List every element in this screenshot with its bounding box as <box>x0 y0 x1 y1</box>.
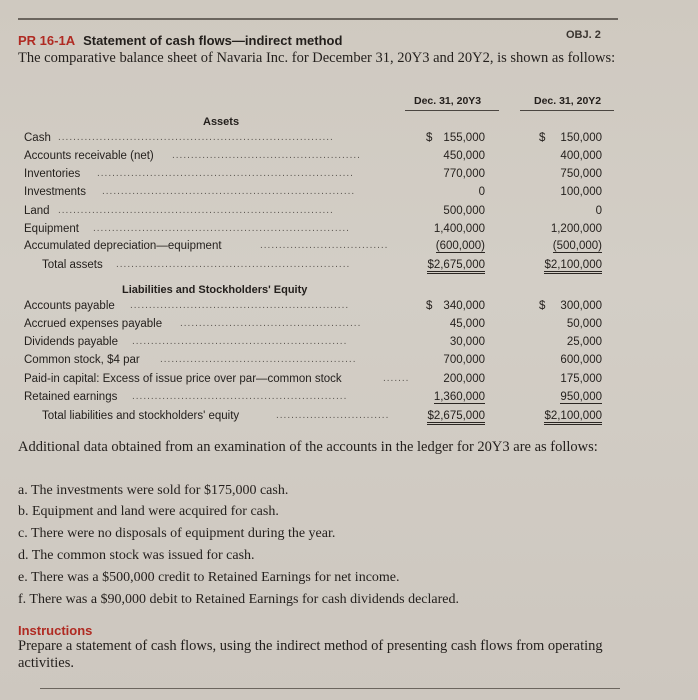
value-20y2: 175,000 <box>560 373 602 385</box>
column-header-rule <box>520 110 614 111</box>
value-20y3: (600,000) <box>435 240 485 252</box>
additional-item: e. There was a $500,000 credit to Retained Earnings for net income. <box>18 570 400 585</box>
objective-tag: OBJ. 2 <box>566 29 601 41</box>
row-label: Total liabilities and stockholders' equity <box>42 410 240 422</box>
instructions-text: Prepare a statement of cash flows, using the indirect method of presenting cash flows from operating activities. <box>18 638 603 671</box>
assets-heading: Assets <box>203 116 240 128</box>
balance-row: Inventories .................................................................... 770,000 750,000 <box>24 168 602 180</box>
additional-item: d. The common stock was issued for cash. <box>18 548 255 563</box>
additional-item: a. The investments were sold for $175,000 cash. <box>18 483 289 498</box>
dollar-sign: $ <box>426 300 433 312</box>
problem-intro: The comparative balance sheet of Navaria Inc. for December 31, 20Y3 and 20Y2, is shown as follows: <box>18 50 616 66</box>
column-header-rule <box>405 110 499 111</box>
row-label: Investments <box>24 186 86 198</box>
balance-row: Retained earnings ......................................................... 1,360,000 950,000 <box>24 391 602 403</box>
liabilities-heading: Liabilities and Stockholders' Equity <box>122 284 308 296</box>
value-20y2: 750,000 <box>560 168 602 180</box>
value-20y3: 45,000 <box>449 318 485 330</box>
value-20y2: 1,200,000 <box>550 223 602 235</box>
dollar-sign: $ <box>539 300 546 312</box>
value-20y2: 600,000 <box>560 354 602 366</box>
balance-row: Accounts payable .......................................................... $ 340,000 $ 300,000 <box>24 300 602 312</box>
value-20y2: $2,100,000 <box>544 259 602 274</box>
value-20y2: 150,000 <box>560 132 602 144</box>
balance-row: Dividends payable ......................................................... 30,000 25,000 <box>24 336 602 348</box>
balance-row: Accrued expenses payable ................................................ 45,000 50,000 <box>24 318 602 330</box>
balance-row: Land ......................................................................... 500,000 0 <box>24 205 602 217</box>
value-20y3: 0 <box>478 186 485 198</box>
bottom-rule <box>40 688 620 689</box>
value-20y2: 950,000 <box>560 391 602 403</box>
value-20y2: 25,000 <box>566 336 602 348</box>
row-label: Cash <box>24 132 51 144</box>
problem-heading <box>18 33 342 48</box>
row-label: Retained earnings <box>24 391 118 403</box>
instructions-heading: Instructions <box>18 623 93 638</box>
balance-row: Accumulated depreciation—equipment .................................. (600,000) (500,000) <box>24 240 602 252</box>
value-20y2: $2,100,000 <box>544 410 602 425</box>
column-header-20y3: Dec. 31, 20Y3 <box>414 95 482 107</box>
row-label: Inventories <box>24 168 81 180</box>
balance-row-total: Total assets .............................................................. $2,675,000 $2,100,000 <box>0 259 698 276</box>
value-20y3: 155,000 <box>443 132 485 144</box>
additional-data-intro: Additional data obtained from an examination of the accounts in the ledger for 20Y3 are as follows: <box>18 439 598 455</box>
problem-number: PR 16-1A <box>18 33 76 48</box>
value-20y3: 450,000 <box>443 150 485 162</box>
additional-item: c. There were no disposals of equipment during the year. <box>18 526 336 541</box>
value-20y3: 30,000 <box>449 336 485 348</box>
value-20y3: 340,000 <box>443 300 485 312</box>
value-20y2: 100,000 <box>560 186 602 198</box>
row-label: Equipment <box>24 223 79 235</box>
value-20y2: 50,000 <box>566 318 602 330</box>
column-header-20y2: Dec. 31, 20Y2 <box>534 95 602 107</box>
row-label: Paid-in capital: Excess of issue price over par—common stock <box>24 373 342 385</box>
value-20y3: 500,000 <box>443 205 485 217</box>
row-label: Total assets <box>42 259 103 271</box>
balance-row: Cash ......................................................................... $ 155,000 $ 150,000 <box>24 132 602 144</box>
value-20y2: (500,000) <box>552 240 602 252</box>
problem-title: Statement of cash flows—indirect method <box>83 33 343 48</box>
top-rule <box>18 18 618 20</box>
value-20y3: 700,000 <box>443 354 485 366</box>
dollar-sign: $ <box>539 132 546 144</box>
row-label: Accounts receivable (net) <box>24 150 154 162</box>
balance-row-total: Total liabilities and stockholders' equity .............................. $2,675,000 $2,100,000 <box>0 410 698 427</box>
value-20y2: 0 <box>595 205 602 217</box>
value-20y3: $2,675,000 <box>427 259 485 274</box>
balance-row: Accounts receivable (net) .................................................. 450,000 400,000 <box>24 150 602 162</box>
row-label: Dividends payable <box>24 336 118 348</box>
row-label: Accrued expenses payable <box>24 318 163 330</box>
additional-item: b. Equipment and land were acquired for cash. <box>18 504 279 519</box>
value-20y3: 1,360,000 <box>433 391 485 403</box>
balance-row: Investments ................................................................... 0 100,000 <box>24 186 602 198</box>
value-20y3: 200,000 <box>443 373 485 385</box>
balance-row: Paid-in capital: Excess of issue price over par—common stock ....... 200,000 175,000 <box>24 373 602 385</box>
row-label: Land <box>24 205 50 217</box>
row-label: Accounts payable <box>24 300 115 312</box>
value-20y2: 300,000 <box>560 300 602 312</box>
dollar-sign: $ <box>426 132 433 144</box>
balance-row: Equipment .................................................................... 1,400,000 1,200,000 <box>24 223 602 235</box>
value-20y2: 400,000 <box>560 150 602 162</box>
value-20y3: 770,000 <box>443 168 485 180</box>
value-20y3: 1,400,000 <box>433 223 485 235</box>
row-label: Accumulated depreciation—equipment <box>24 240 222 252</box>
additional-item: f. There was a $90,000 debit to Retained Earnings for cash dividends declared. <box>18 592 459 607</box>
row-label: Common stock, $4 par <box>24 354 140 366</box>
balance-row: Common stock, $4 par .................................................... 700,000 600,000 <box>24 354 602 366</box>
value-20y3: $2,675,000 <box>427 410 485 425</box>
